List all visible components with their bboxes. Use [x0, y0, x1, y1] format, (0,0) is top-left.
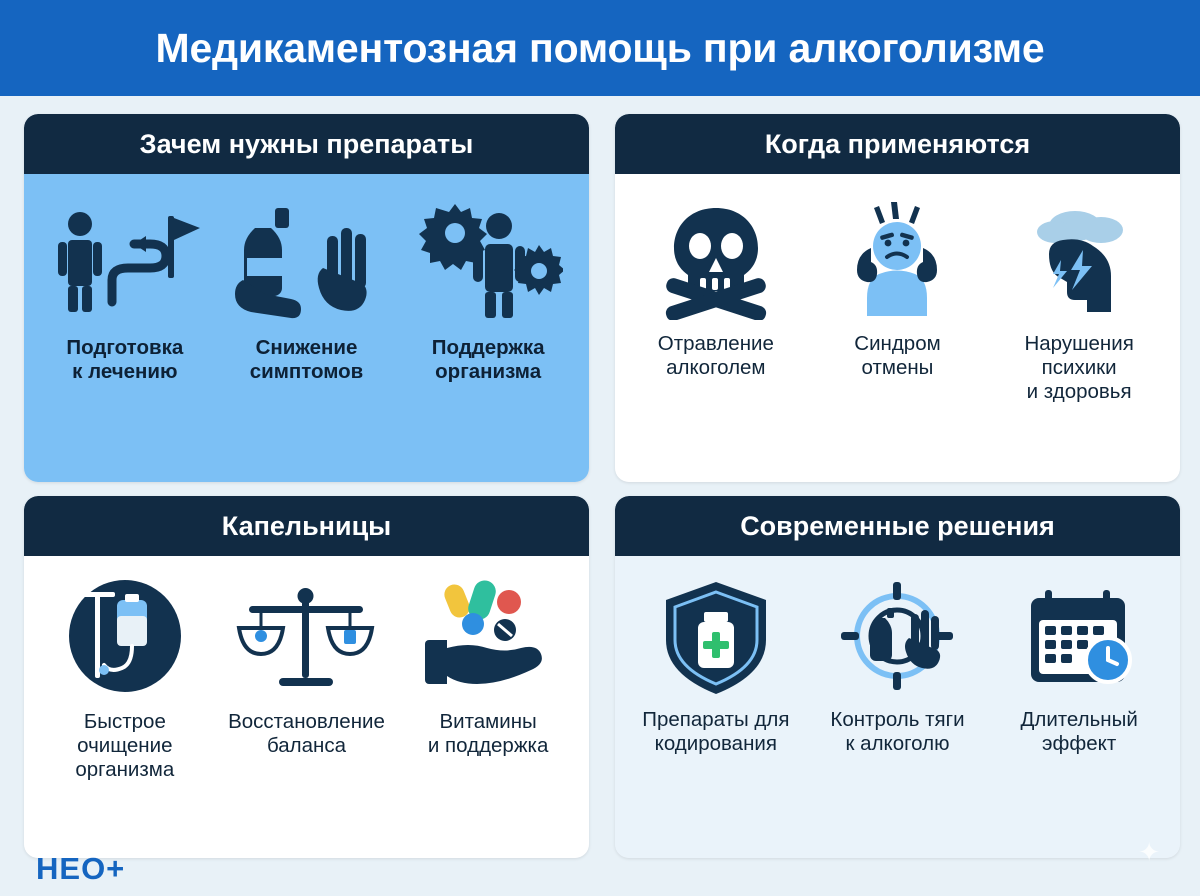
target-bottle-stop-icon	[827, 576, 967, 700]
item-fast-detox	[35, 574, 215, 782]
card-title-drips: Капельницы	[24, 496, 589, 556]
item-preparation	[35, 196, 215, 384]
item-craving-control	[808, 576, 988, 756]
balance-scales-icon	[231, 574, 381, 702]
logo-text: НЕО+	[36, 851, 126, 886]
item-label-withdrawal-syndrome: Синдром отмены	[854, 332, 941, 379]
card-drips	[24, 496, 589, 858]
item-vitamins-support	[398, 574, 578, 758]
card-title-modern-solutions: Современные решения	[615, 496, 1180, 556]
card-body-when-used	[615, 174, 1180, 482]
skull-crossbones-icon	[646, 196, 786, 324]
page-title: Медикаментозная помощь при алкоголизме	[155, 24, 1045, 71]
item-label-mental-disorders: Нарушения психики и здоровья	[1024, 332, 1134, 403]
header-bar	[0, 0, 1200, 96]
item-label-symptom-reduction: Снижение симптомов	[249, 336, 364, 383]
calendar-clock-icon	[1009, 576, 1149, 700]
item-symptom-reduction	[217, 196, 397, 384]
item-withdrawal-syndrome	[808, 196, 988, 380]
card-body-why-drugs	[24, 174, 589, 482]
person-path-flag-icon	[50, 196, 200, 328]
shield-medicine-icon	[646, 576, 786, 700]
card-title-when-used: Когда применяются	[615, 114, 1180, 174]
sparkle-icon: ✦	[1138, 837, 1160, 867]
footer-logo	[36, 853, 125, 884]
card-body-modern-solutions	[615, 556, 1180, 858]
iv-drip-icon	[55, 574, 195, 702]
item-label-alcohol-poisoning: Отравление алкоголем	[657, 332, 774, 379]
item-mental-disorders	[989, 196, 1169, 404]
item-label-fast-detox: Быстрое очищение организма	[75, 710, 175, 781]
card-why-drugs	[24, 114, 589, 482]
cards-grid	[0, 96, 1200, 896]
item-alcohol-poisoning	[626, 196, 806, 380]
item-coding-drugs	[626, 576, 806, 756]
item-label-coding-drugs: Препараты для кодирования	[642, 708, 790, 755]
card-modern-solutions	[615, 496, 1180, 858]
item-label-body-support: Поддержка организма	[431, 336, 545, 383]
card-body-drips	[24, 556, 589, 858]
hand-pills-icon	[413, 574, 563, 702]
item-balance-restore	[217, 574, 397, 758]
item-label-vitamins-support: Витамины и поддержка	[427, 710, 549, 757]
person-gears-icon	[413, 196, 563, 328]
card-title-why-drugs: Зачем нужны препараты	[24, 114, 589, 174]
bottle-stop-hand-icon	[231, 196, 381, 328]
item-long-effect	[989, 576, 1169, 756]
item-label-long-effect: Длительный эффект	[1020, 708, 1138, 755]
item-label-balance-restore: Восстановление баланса	[228, 710, 385, 757]
head-storm-cloud-icon	[1009, 196, 1149, 324]
item-label-craving-control: Контроль тяги к алкоголю	[830, 708, 965, 755]
card-when-used	[615, 114, 1180, 482]
headache-person-icon	[827, 196, 967, 324]
item-body-support	[398, 196, 578, 384]
item-label-preparation: Подготовка к лечению	[66, 336, 184, 383]
